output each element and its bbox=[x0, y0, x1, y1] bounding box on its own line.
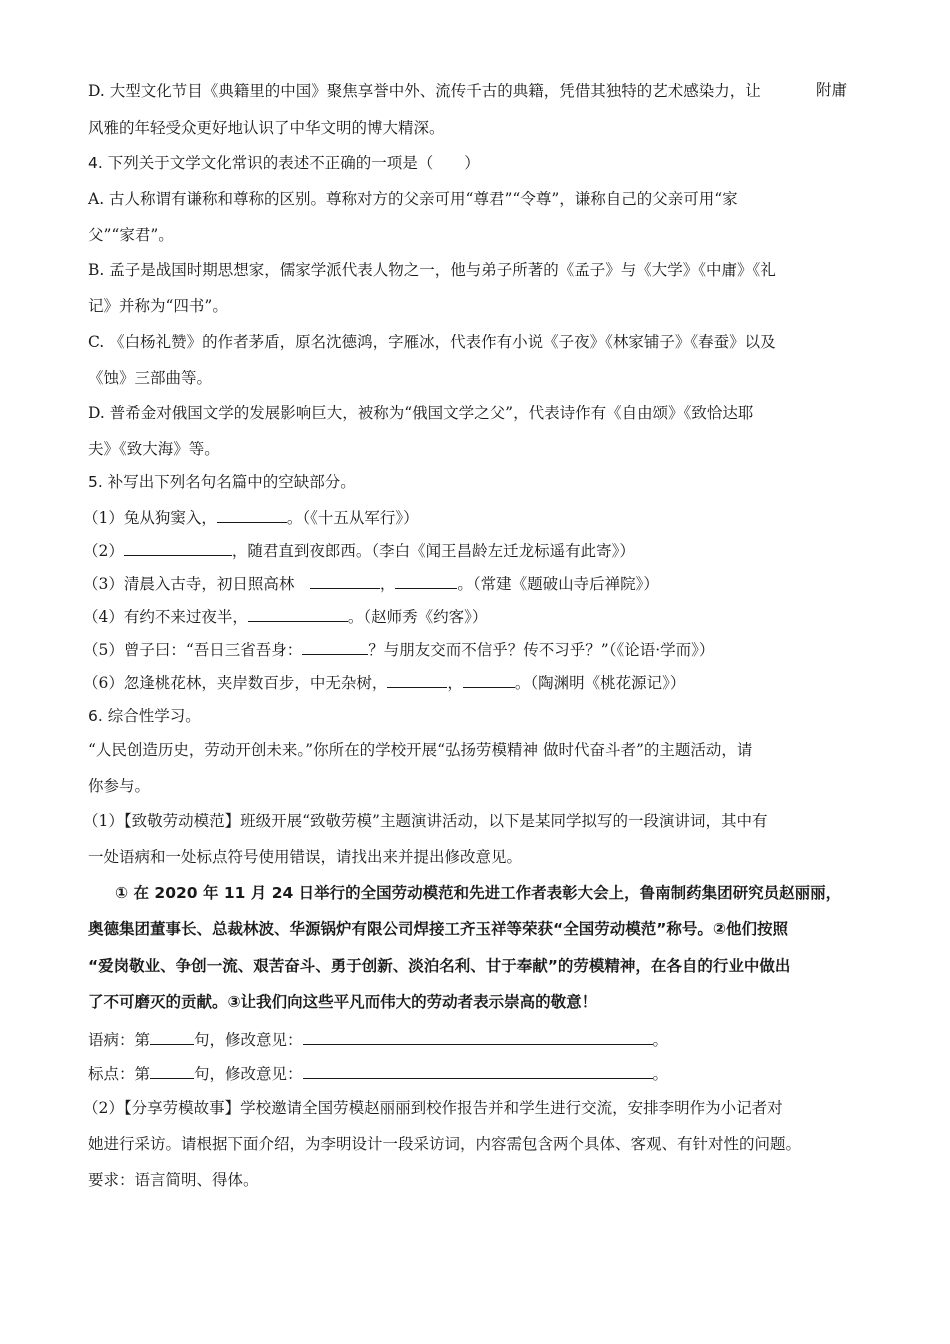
punctuation-period: 。 bbox=[652, 1065, 669, 1083]
q5-item-6 bbox=[83, 671, 890, 694]
q6-number: 6. bbox=[88, 707, 103, 725]
q5-item-1-blank[interactable] bbox=[217, 506, 287, 523]
q4-option-a-line1: A. 古人称谓有谦称和尊称的区别。尊称对方的父亲可用“尊君”“令尊”，谦称自己的父亲可用“家 bbox=[88, 190, 738, 208]
q6-intro-line1: “人民创造历史，劳动开创未来。”你所在的学校开展“弘扬劳模精神 做时代奋斗者”的主题活动，请 bbox=[88, 741, 753, 759]
q4-option-d-line2: 夫》《致大海》等。 bbox=[88, 440, 220, 458]
q5-item-5 bbox=[83, 638, 890, 661]
q5-item-3-blank-1[interactable] bbox=[310, 572, 380, 589]
q5-item-4-blank[interactable] bbox=[248, 605, 348, 622]
q5-item-6-blank-2[interactable] bbox=[463, 671, 515, 688]
speech-line2: 奥德集团董事长、总裁林波、华源锅炉有限公司焊接工齐玉祥等荣获“全国劳动模范”称号。②他们按照 bbox=[88, 920, 789, 938]
q5-item-3-text: （3）清晨入古寺，初日照高林 bbox=[83, 575, 310, 593]
speech-line4: 了不可磨灭的贡献。③让我们向这些平凡而伟大的劳动者表示崇高的敬意！ bbox=[88, 993, 598, 1011]
q5-item-6-comma: ， bbox=[447, 674, 463, 692]
q5-item-1 bbox=[83, 506, 890, 529]
grammar-sentence-blank[interactable] bbox=[150, 1028, 194, 1045]
punctuation-suggestion-blank[interactable] bbox=[303, 1062, 653, 1079]
q4-option-a-line2: 父”“家君”。 bbox=[88, 226, 174, 244]
q6-part2-line2: 她进行采访。请根据下面介绍，为李明设计一段采访词，内容需包含两个具体、客观、有针对性的问题。 bbox=[88, 1135, 802, 1153]
q6-stem bbox=[88, 705, 890, 727]
q4-option-c-line2: 《蚀》三部曲等。 bbox=[88, 369, 213, 387]
q5-item-6-blank-1[interactable] bbox=[387, 671, 447, 688]
grammar-suggestion-label: 句，修改意见： bbox=[194, 1031, 303, 1049]
punctuation-suggestion-label: 句，修改意见： bbox=[194, 1065, 303, 1083]
q5-stem bbox=[88, 471, 890, 493]
grammar-answer-row bbox=[88, 1028, 890, 1051]
grammar-suggestion-blank[interactable] bbox=[303, 1028, 653, 1045]
q5-item-3-blank-2[interactable] bbox=[395, 572, 457, 589]
q3-option-d-line1: D. 大型文化节目《典籍里的中国》聚焦享誉中外、流传千古的典籍，凭借其独特的艺术感染力，让 bbox=[88, 82, 761, 100]
q5-item-1-text: （1）兔从狗窦入， bbox=[83, 509, 217, 527]
q3-fuyong-word: 附庸 bbox=[816, 81, 848, 99]
q4-option-b-line2: 记》并称为“四书”。 bbox=[88, 297, 228, 315]
q4-stem-text: 下列关于文学文化常识的表述不正确的一项是（ ） bbox=[107, 154, 480, 172]
q6-part2-line1: （2）【分享劳模故事】学校邀请全国劳模赵丽丽到校作报告并和学生进行交流，安排李明作为小记者对 bbox=[83, 1099, 783, 1117]
q5-item-1-source: 。（《十五从军行》） bbox=[286, 509, 419, 527]
q5-stem-text: 补写出下列名句名篇中的空缺部分。 bbox=[107, 473, 356, 491]
q5-item-4-source: 。（赵师秀《约客》） bbox=[347, 608, 488, 626]
q5-item-3-comma: ， bbox=[379, 575, 396, 593]
speech-line1: ① 在 2020 年 11 月 24 日举行的全国劳动模范和先进工作者表彰大会上，鲁南制药集团研究员赵丽丽， bbox=[115, 884, 842, 902]
grammar-label: 语病：第 bbox=[88, 1031, 151, 1049]
q5-item-5-text: （5）曾子曰：“吾日三省吾身： bbox=[83, 641, 303, 659]
q5-number: 5. bbox=[88, 473, 103, 491]
q5-item-3 bbox=[83, 572, 890, 595]
q5-item-6-text: （6）忽逢桃花林，夹岸数百步，中无杂树， bbox=[83, 674, 388, 692]
q5-item-2-source: ，随君直到夜郎西。（李白《闻王昌龄左迁龙标遥有此寄》） bbox=[231, 542, 635, 560]
q5-item-2 bbox=[83, 539, 890, 562]
q6-stem-text: 综合性学习。 bbox=[107, 707, 201, 725]
q4-number: 4. bbox=[88, 154, 103, 172]
q6-part1-line2: 一处语病和一处标点符号使用错误，请找出来并提出修改意见。 bbox=[88, 848, 523, 866]
q5-item-6-source: 。（陶渊明《桃花源记》） bbox=[514, 674, 686, 692]
q5-item-5-source: ？与朋友交而不信乎？传不习乎？”（《论语·学而》） bbox=[368, 641, 715, 659]
grammar-period: 。 bbox=[652, 1031, 669, 1049]
punctuation-label: 标点：第 bbox=[88, 1065, 151, 1083]
punctuation-sentence-blank[interactable] bbox=[150, 1062, 194, 1079]
q5-item-5-blank[interactable] bbox=[302, 638, 368, 655]
q4-option-c-line1: C. 《白杨礼赞》的作者茅盾，原名沈德鸿，字雁冰，代表作有小说《子夜》《林家铺子》《春蚕》以及 bbox=[88, 333, 776, 351]
q4-option-d-line1: D. 普希金对俄国文学的发展影响巨大，被称为“俄国文学之父”，代表诗作有《自由颂》《致恰达耶 bbox=[88, 404, 754, 422]
q6-part1-line1: （1）【致敬劳动模范】班级开展“致敬劳模”主题演讲活动，以下是某同学拟写的一段演讲词，其中有 bbox=[83, 812, 768, 830]
q3-option-d-line2: 风雅的年轻受众更好地认识了中华文明的博大精深。 bbox=[88, 119, 445, 137]
speech-line3: “爱岗敬业、争创一流、艰苦奋斗、勇于创新、淡泊名利、甘于奉献”的劳模精神，在各自的行业中做出 bbox=[88, 957, 791, 975]
q5-item-2-text: （2） bbox=[83, 542, 124, 560]
q6-intro-line2: 你参与。 bbox=[88, 777, 151, 795]
q4-stem bbox=[88, 152, 890, 174]
q4-option-b-line1: B. 孟子是战国时期思想家，儒家学派代表人物之一，他与弟子所著的《孟子》与《大学》《中庸》《礼 bbox=[88, 261, 776, 279]
punctuation-answer-row bbox=[88, 1062, 890, 1085]
q5-item-4-text: （4）有约不来过夜半， bbox=[83, 608, 248, 626]
q5-item-3-source: 。（常建《题破山寺后禅院》） bbox=[457, 575, 659, 593]
q6-requirement: 要求：语言简明、得体。 bbox=[88, 1171, 259, 1189]
q5-item-4 bbox=[83, 605, 890, 628]
q5-item-2-blank[interactable] bbox=[124, 539, 232, 556]
